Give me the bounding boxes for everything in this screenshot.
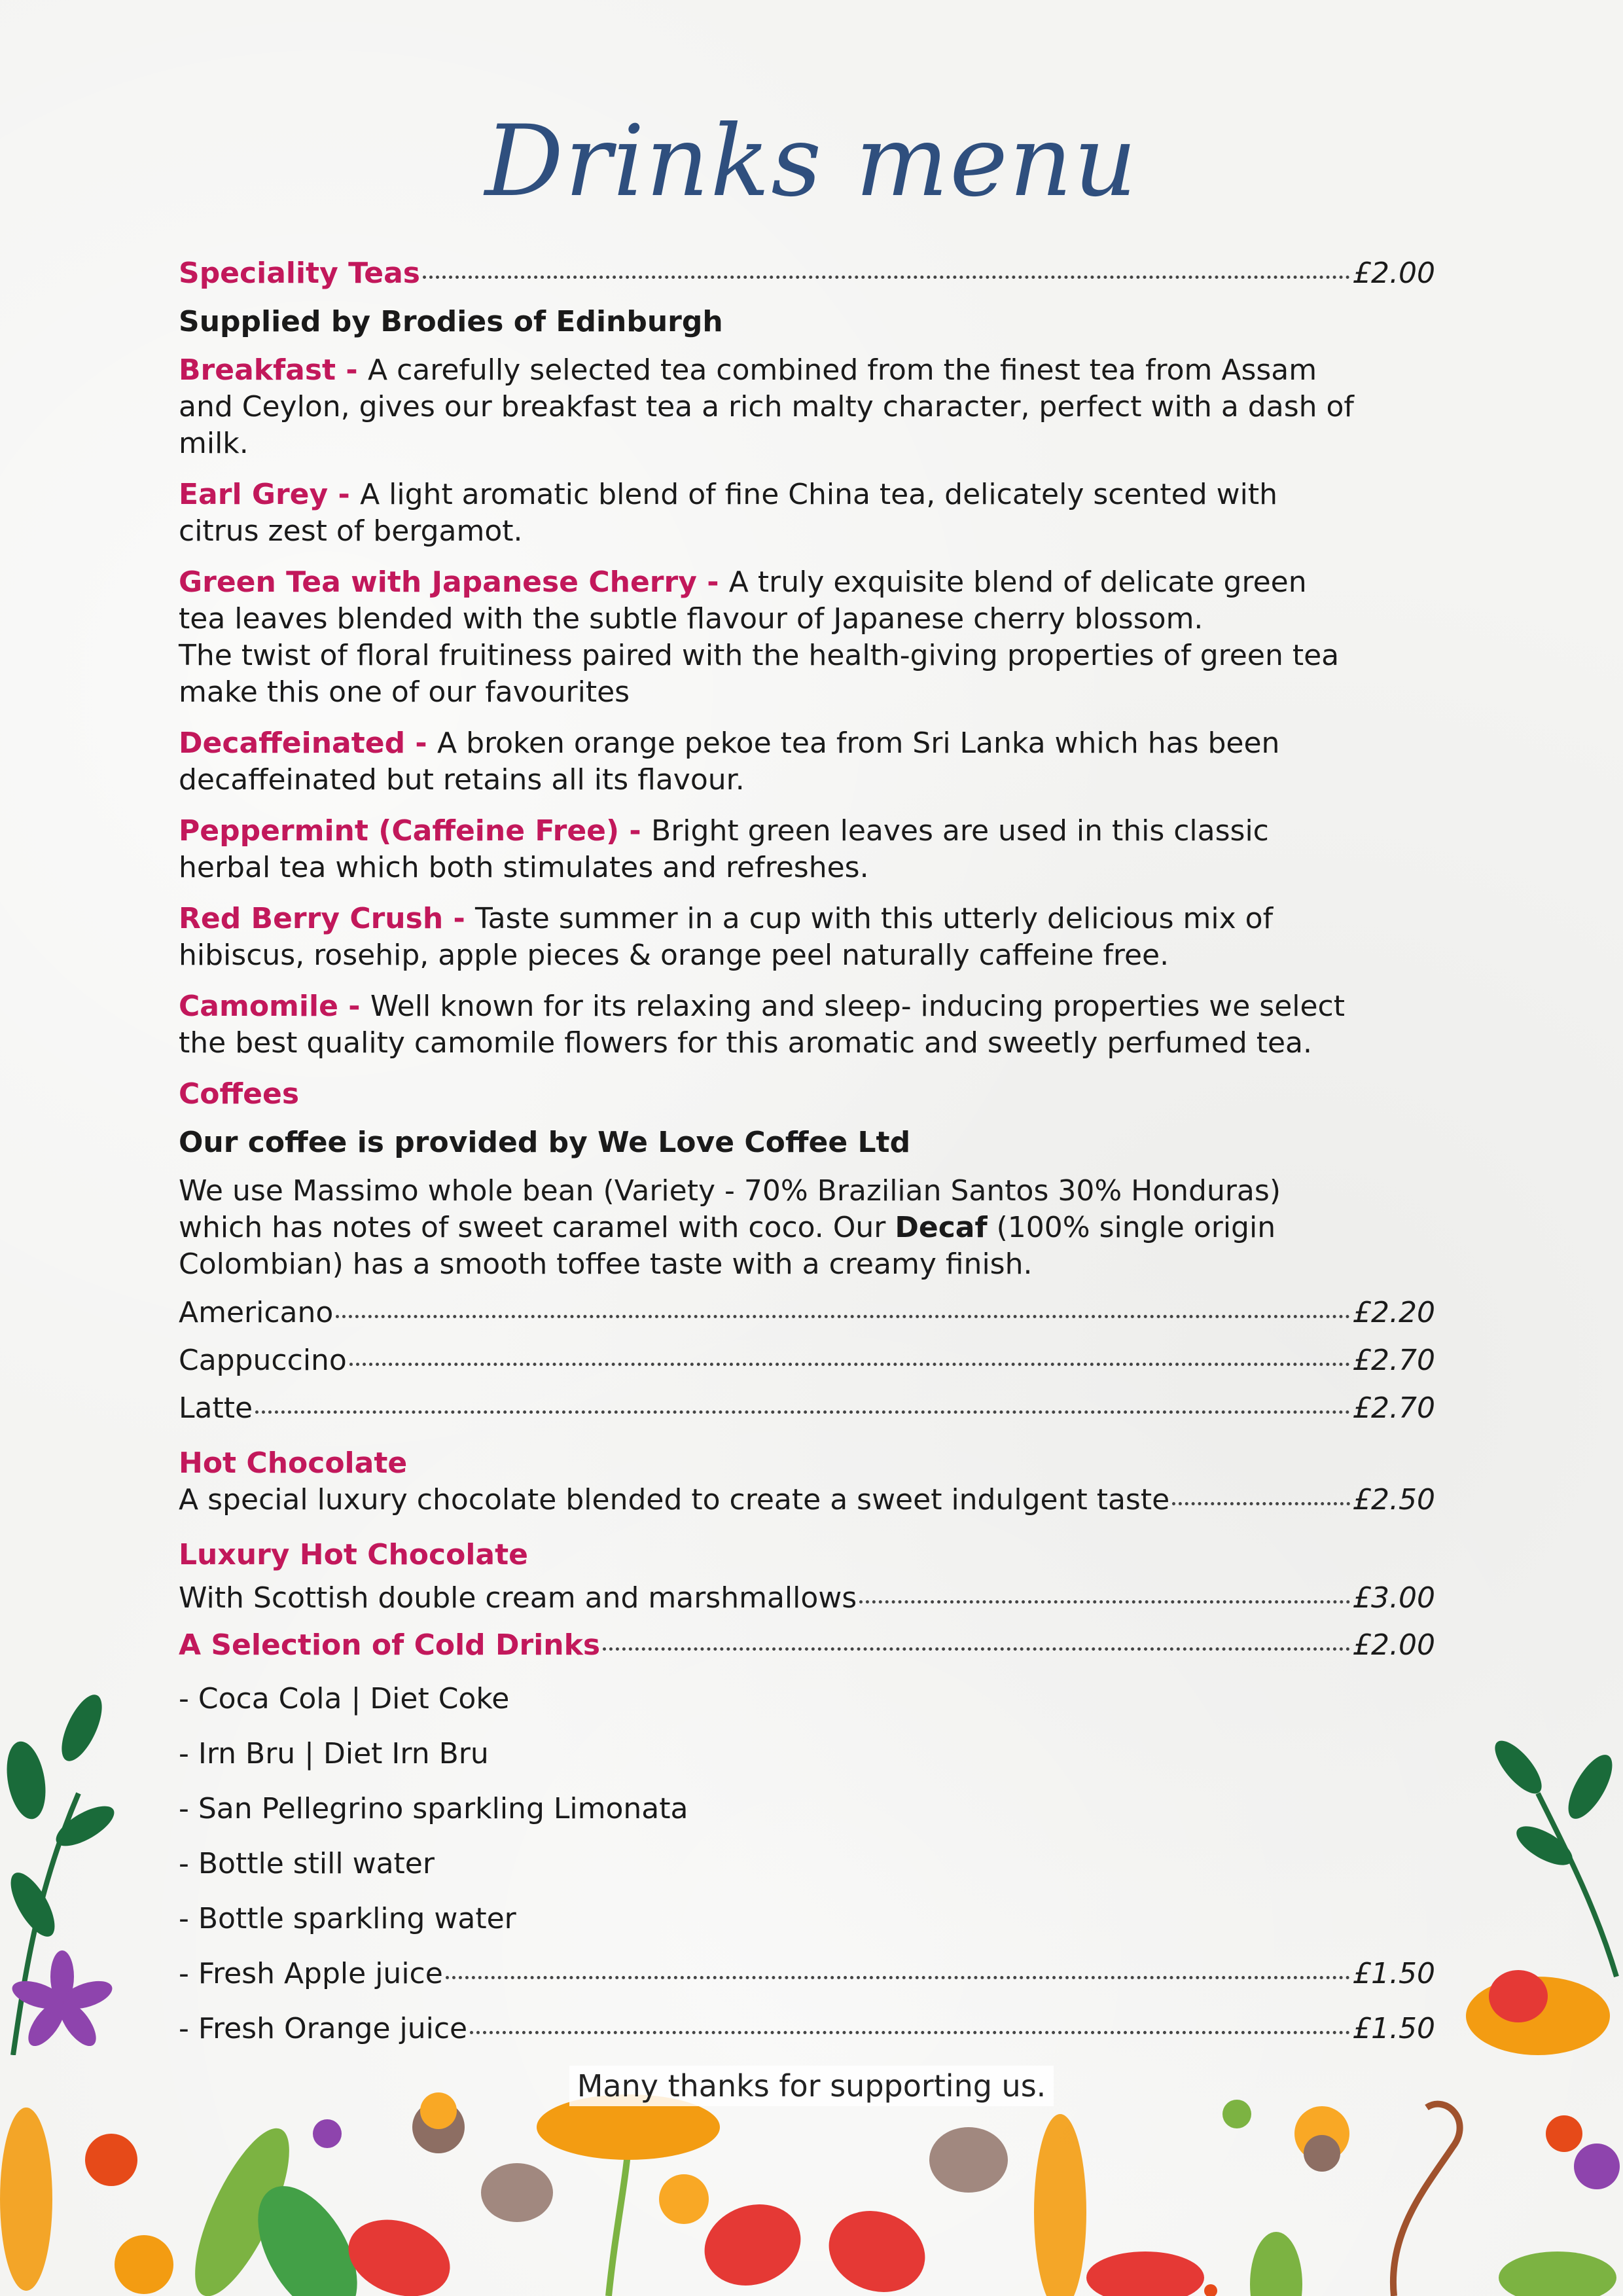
coffee-item-latte — [179, 1390, 1435, 1427]
tea-desc: A light aromatic blend of fine China tea, delicately scented with citrus zest of bergamot. — [179, 478, 1278, 548]
speciality-teas-price: £2.00 — [1353, 257, 1435, 290]
footer-note — [0, 2068, 1623, 2104]
dot-leader — [470, 2030, 1350, 2034]
dot-leader — [336, 1314, 1350, 1318]
dot-leader — [423, 275, 1350, 279]
tea-desc: A truly exquisite blend of delicate green tea leaves blended with the subtle flavour of Japanese cherry blossom. — [179, 565, 1307, 636]
tea-item-decaffeinated — [179, 725, 1357, 798]
tea-supplier: Supplied by Brodies of Edinburgh — [179, 305, 723, 338]
hot-chocolate-row — [179, 1482, 1435, 1518]
tea-name: Camomile - — [179, 990, 370, 1023]
coffee-item-cappuccino — [179, 1342, 1435, 1379]
coffee-description — [179, 1173, 1357, 1283]
tea-item-breakfast — [179, 352, 1357, 462]
item-price: £2.20 — [1353, 1296, 1435, 1329]
dot-leader — [349, 1362, 1350, 1366]
dot-leader — [255, 1410, 1350, 1414]
tea-item-peppermint — [179, 813, 1357, 886]
item-price: £2.70 — [1353, 1391, 1435, 1425]
cold-drinks-price: £2.00 — [1353, 1628, 1435, 1662]
item-name: Americano — [179, 1296, 334, 1329]
speciality-teas-heading: Speciality Teas — [179, 257, 420, 290]
cold-drinks-row — [179, 1627, 1435, 1664]
item-name: Cappuccino — [179, 1344, 347, 1377]
speciality-teas-row — [179, 255, 1435, 292]
dot-leader — [859, 1600, 1350, 1604]
tea-item-green-tea — [179, 564, 1357, 711]
tea-name: Earl Grey - — [179, 478, 361, 511]
item-desc: With Scottish double cream and marshmallows — [179, 1581, 857, 1615]
tea-item-camomile — [179, 988, 1357, 1062]
cold-drink-item: - Irn Bru | Diet Irn Bru — [179, 1737, 489, 1770]
tea-desc: A broken orange pekoe tea from Sri Lanka which has been decaffeinated but retains all its flavour. — [179, 726, 1280, 797]
item-price: £1.50 — [1353, 2012, 1435, 2045]
coffees-heading: Coffees — [179, 1077, 300, 1111]
dot-leader — [446, 1975, 1350, 1979]
tea-name: Green Tea with Japanese Cherry - — [179, 565, 729, 599]
tea-name: Decaffeinated - — [179, 726, 437, 760]
menu-content — [179, 255, 1435, 2056]
dot-leader — [603, 1647, 1350, 1651]
tea-desc: Well known for its relaxing and sleep- inducing properties we select the best quality camomile flowers for this aromatic and sweetly perfumed tea. — [179, 990, 1346, 1060]
coffee-item-americano — [179, 1295, 1435, 1331]
item-name: - Fresh Orange juice — [179, 2012, 468, 2045]
menu-title: Drinks menu — [484, 105, 1139, 219]
hot-chocolate-heading: Hot Chocolate — [179, 1446, 408, 1480]
cold-drinks-heading: A Selection of Cold Drinks — [179, 1628, 601, 1662]
item-price: £2.70 — [1353, 1344, 1435, 1377]
juice-item-orange — [179, 2001, 1435, 2056]
footer-text: Many thanks for supporting us. — [569, 2066, 1054, 2106]
coffee-supplier: Our coffee is provided by We Love Coffee Ltd — [179, 1126, 911, 1159]
luxury-hot-chocolate-heading: Luxury Hot Chocolate — [179, 1538, 528, 1571]
tea-name: Red Berry Crush - — [179, 902, 476, 935]
juice-item-apple — [179, 1946, 1435, 2001]
item-desc: A special luxury chocolate blended to create a sweet indulgent taste — [179, 1483, 1170, 1516]
cold-drink-item: - San Pellegrino sparkling Limonata — [179, 1792, 688, 1825]
tea-item-earl-grey — [179, 476, 1357, 550]
dot-leader — [1172, 1501, 1350, 1505]
tea-desc: Bright green leaves are used in this classic herbal tea which both stimulates and refreshes. — [179, 814, 1269, 884]
item-price: £2.50 — [1353, 1483, 1435, 1516]
tea-name: Breakfast - — [179, 353, 368, 387]
cold-drink-item: - Bottle still water — [179, 1847, 435, 1880]
tea-name: Peppermint (Caffeine Free) - — [179, 814, 652, 848]
item-price: £3.00 — [1353, 1581, 1435, 1615]
floral-decoration-left-icon — [0, 1689, 118, 2055]
luxury-hot-chocolate-row — [179, 1580, 1435, 1617]
tea-item-red-berry — [179, 901, 1357, 974]
cold-drink-item: - Coca Cola | Diet Coke — [179, 1682, 510, 1715]
tea-desc: A carefully selected tea combined from the finest tea from Assam and Ceylon, gives our breakfast tea a rich malty character, perfect with a dash of milk. — [179, 353, 1354, 460]
item-price: £1.50 — [1353, 1957, 1435, 1990]
tea-desc: Taste summer in a cup with this utterly delicious mix of hibiscus, rosehip, apple pieces & orange peel naturally caffeine free. — [179, 902, 1274, 972]
tea-desc-extra: The twist of floral fruitiness paired with the health-giving properties of green tea make this one of our favourites — [179, 639, 1340, 709]
cold-drink-item: - Bottle sparkling water — [179, 1902, 516, 1935]
coffee-desc-text: We use Massimo whole bean (Variety - 70% Brazilian Santos 30% Honduras) which has notes of sweet caramel with coco. Our — [179, 1174, 1281, 1244]
coffee-desc-text: (100% single origin Colombian) has a smooth toffee taste with a creamy finish. — [179, 1211, 1276, 1281]
item-name: - Fresh Apple juice — [179, 1957, 443, 1990]
item-name: Latte — [179, 1391, 253, 1425]
coffee-desc-decaf: Decaf — [895, 1211, 988, 1244]
floral-decoration-right-icon — [1466, 1728, 1623, 2094]
